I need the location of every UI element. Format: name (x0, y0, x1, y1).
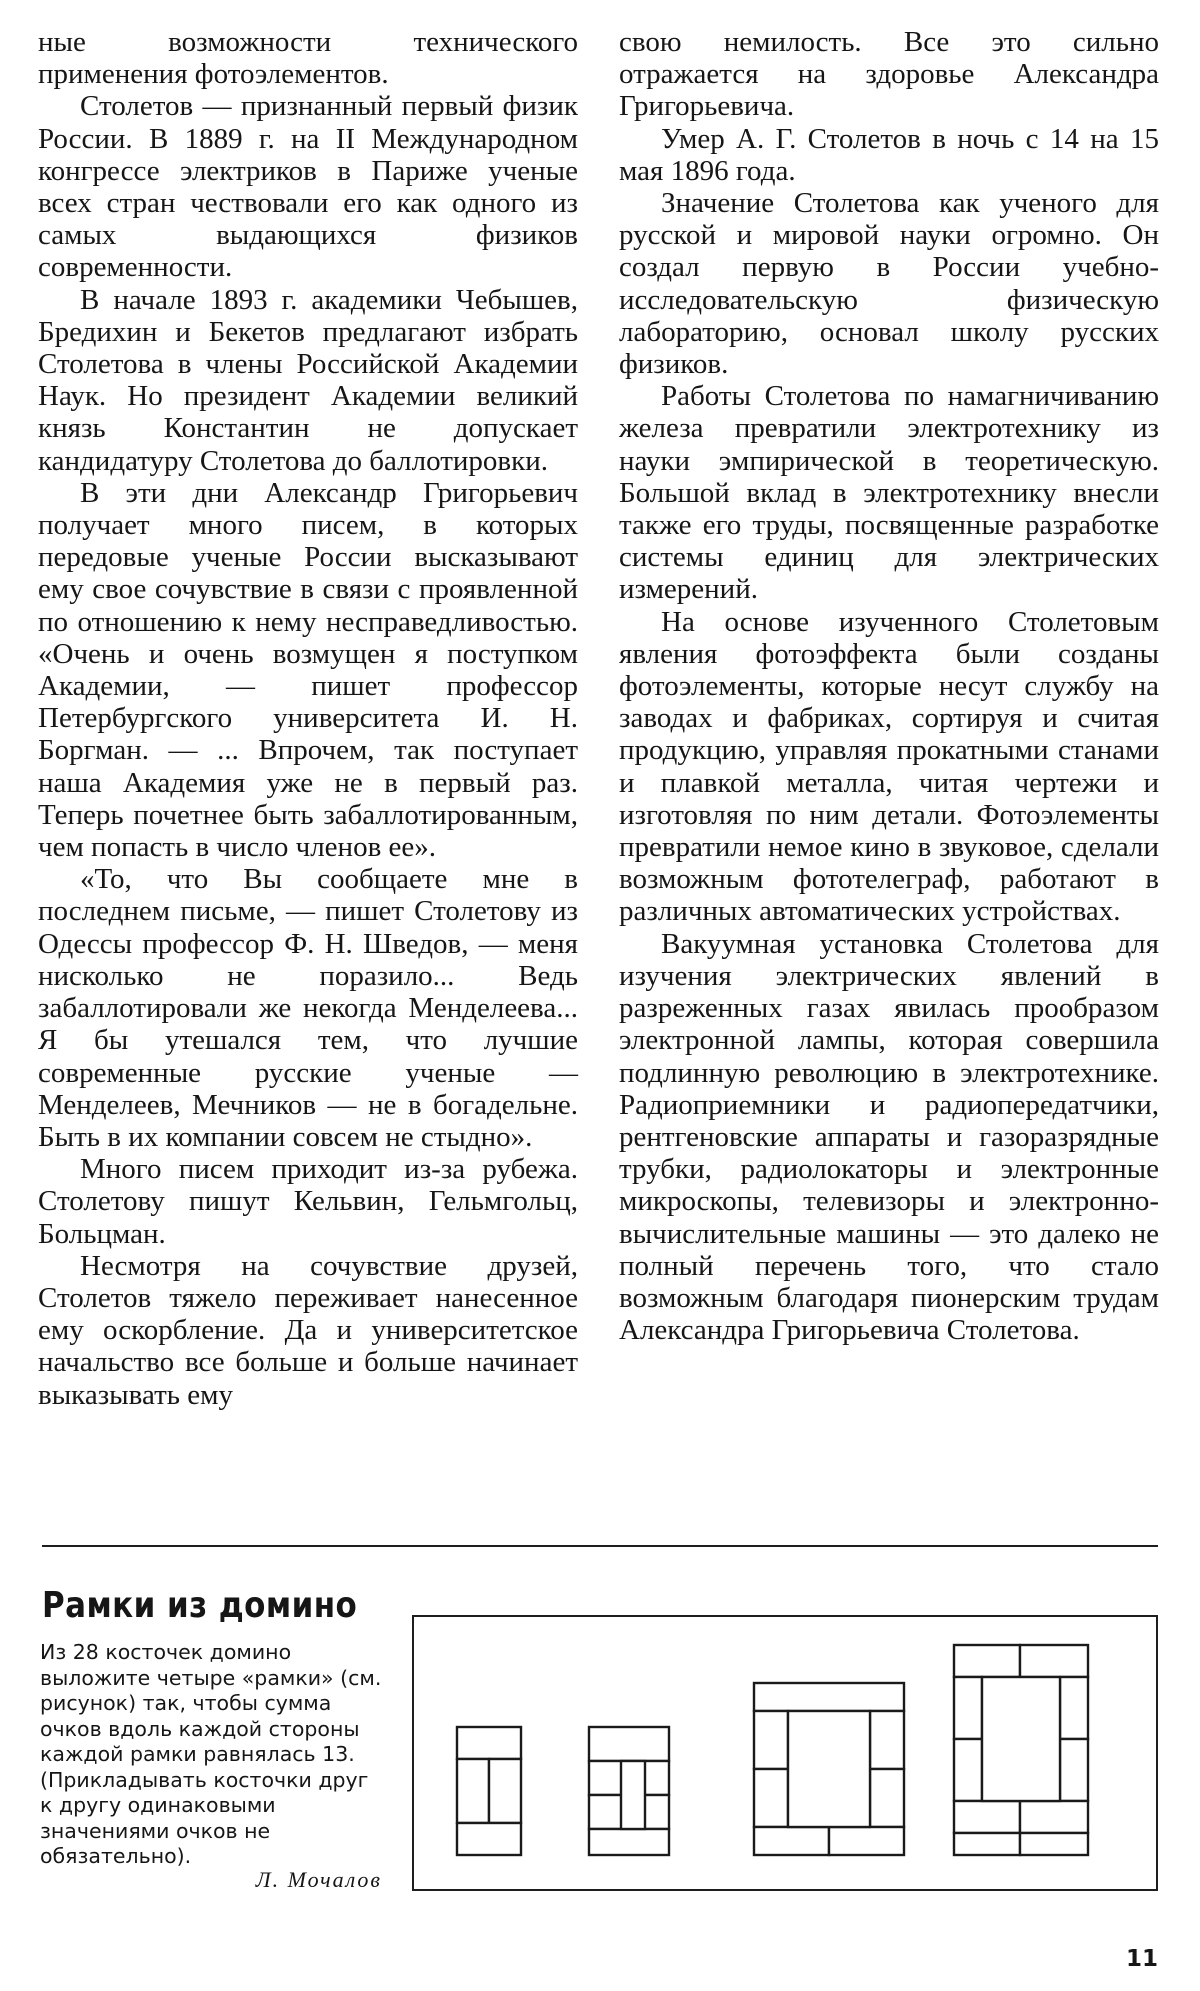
domino-tile (1020, 1833, 1088, 1855)
domino-tile (621, 1761, 645, 1829)
domino-tile (754, 1827, 829, 1855)
domino-tile (1020, 1801, 1088, 1833)
article-paragraph: На основе изученного Столетовым явления фотоэффекта были созданы фотоэлементы, которые несут службу на заводах и фабриках, сортируя и считая продукцию, управляя прокатными станами и плавкой металла, читая чертежи и изготовляя по ним детали. Фотоэлементы превратили немое кино в звуковое, сделали возможным фототелеграф, работают в различных автоматических устройствах. (619, 605, 1159, 928)
article-paragraph: свою немилость. Все это сильно отражается на здоровье Александра Григорьевича. (619, 26, 1159, 123)
domino-tile (788, 1711, 870, 1827)
domino-tile (754, 1683, 904, 1711)
section-divider (42, 1545, 1158, 1547)
domino-tile (1060, 1739, 1088, 1801)
puzzle-title: Рамки из домино (42, 1585, 358, 1626)
page-number: 11 (1126, 1946, 1159, 1972)
article-paragraph: Значение Столетова как ученого для русской и мировой науки огромно. Он создал первую в России учебно-исследовательскую физическую лабораторию, основал школу русских физиков. (619, 187, 1159, 381)
article-paragraph: Умер А. Г. Столетов в ночь с 14 на 15 мая 1896 года. (619, 122, 1159, 187)
domino-tile (954, 1677, 982, 1739)
domino-tile (457, 1823, 521, 1855)
article-paragraph: Несмотря на сочувствие друзей, Столетов тяжело переживает нанесенное ему оскорбление. Да и университетское начальство все больше и больше начинает выказывать ему (38, 1249, 578, 1411)
domino-tile (754, 1769, 788, 1827)
domino-tile (870, 1769, 904, 1827)
frame-4 (954, 1645, 1088, 1855)
puzzle-text: Из 28 косточек домино выложите четыре «рамки» (см. рисунок) так, чтобы сумма очков вдоль каждой стороны каждой рамки равнялась 13. (Прикладывать косточки друг к другу одинаковыми значениями очков не обязательно). (40, 1640, 382, 1868)
domino-tile (1060, 1677, 1088, 1739)
domino-tile (982, 1677, 1060, 1801)
domino-tile (954, 1645, 1020, 1677)
domino-tile (954, 1801, 1020, 1833)
domino-tile (457, 1727, 521, 1759)
domino-tile (870, 1711, 904, 1769)
domino-tile (954, 1833, 1020, 1855)
article-paragraph: «То, что Вы сообщаете мне в последнем письме, — пишет Столетову из Одессы профессор Ф. Н. Шведов, — меня нисколько не поразило... Ведь забаллотировали же некогда Менделеева... Я бы утешался тем, что лучшие современные русские ученые — Менделеев, Мечников — не в богадельне. Быть в их компании совсем не стыдно». (38, 863, 578, 1153)
domino-tile (754, 1711, 788, 1769)
article-paragraph: ные возможности технического применения фотоэлементов. (38, 26, 578, 91)
domino-tile (954, 1739, 982, 1801)
domino-tile (457, 1759, 489, 1823)
domino-tile (1020, 1645, 1088, 1677)
domino-tile (589, 1727, 669, 1761)
domino-figure (412, 1615, 1158, 1891)
article-paragraph: Работы Столетова по намагничиванию железа превратили электротехнику из науки эмпирической в теоретическую. Большой вклад в электротехнику внесли также его труды, посвященные разработке системы единиц для электрических измерений. (619, 380, 1159, 606)
article-paragraph: Много писем приходит из-за рубежа. Столетову пишут Кельвин, Гельмгольц, Больцман. (38, 1153, 578, 1250)
frame-3 (754, 1683, 904, 1855)
article-paragraph: В эти дни Александр Григорьевич получает много писем, в которых передовые ученые России высказывают ему свое сочувствие в связи с проявленной по отношению к нему несправедливостью. «Очень и очень возмущен я поступком Академии, — пишет профессор Петербургского университета И. Н. Боргман. — ... Впрочем, так поступает наша Академия уже не в первый раз. Теперь почетнее быть забаллотированным, чем попасть в число членов ее». (38, 476, 578, 864)
article-left-column (38, 26, 578, 1411)
domino-tile (589, 1829, 669, 1855)
domino-tile (489, 1759, 521, 1823)
frame-2 (589, 1727, 669, 1855)
puzzle-author: Л. Мочалов (255, 1867, 382, 1892)
article-paragraph: В начале 1893 г. академики Чебышев, Бредихин и Бекетов предлагают избрать Столетова в члены Российской Академии Наук. Но президент Академии великий князь Константин не допускает кандидатуру Столетова до баллотировки. (38, 283, 578, 477)
frame-1 (457, 1727, 521, 1855)
article-paragraph: Столетов — признанный первый физик России. В 1889 г. на II Международном конгрессе электриков в Париже ученые всех стран чествовали его как одного из самых выдающихся физиков современности. (38, 90, 578, 284)
article-paragraph: Вакуумная установка Столетова для изучения электрических явлений в разреженных газах явилась прообразом электронной лампы, которая совершила подлинную революцию в электротехнике. Радиоприемники и радиопередатчики, рентгеновские аппараты и газоразрядные трубки, радиолокаторы и электронные микроскопы, телевизоры и электронно-вычислительные машины — это далеко не полный перечень того, что стало возможным благодаря пионерским трудам Александра Григорьевича Столетова. (619, 927, 1159, 1347)
domino-frames-illustration (414, 1617, 1156, 1889)
article-right-column (619, 26, 1159, 1346)
domino-tile (829, 1827, 904, 1855)
